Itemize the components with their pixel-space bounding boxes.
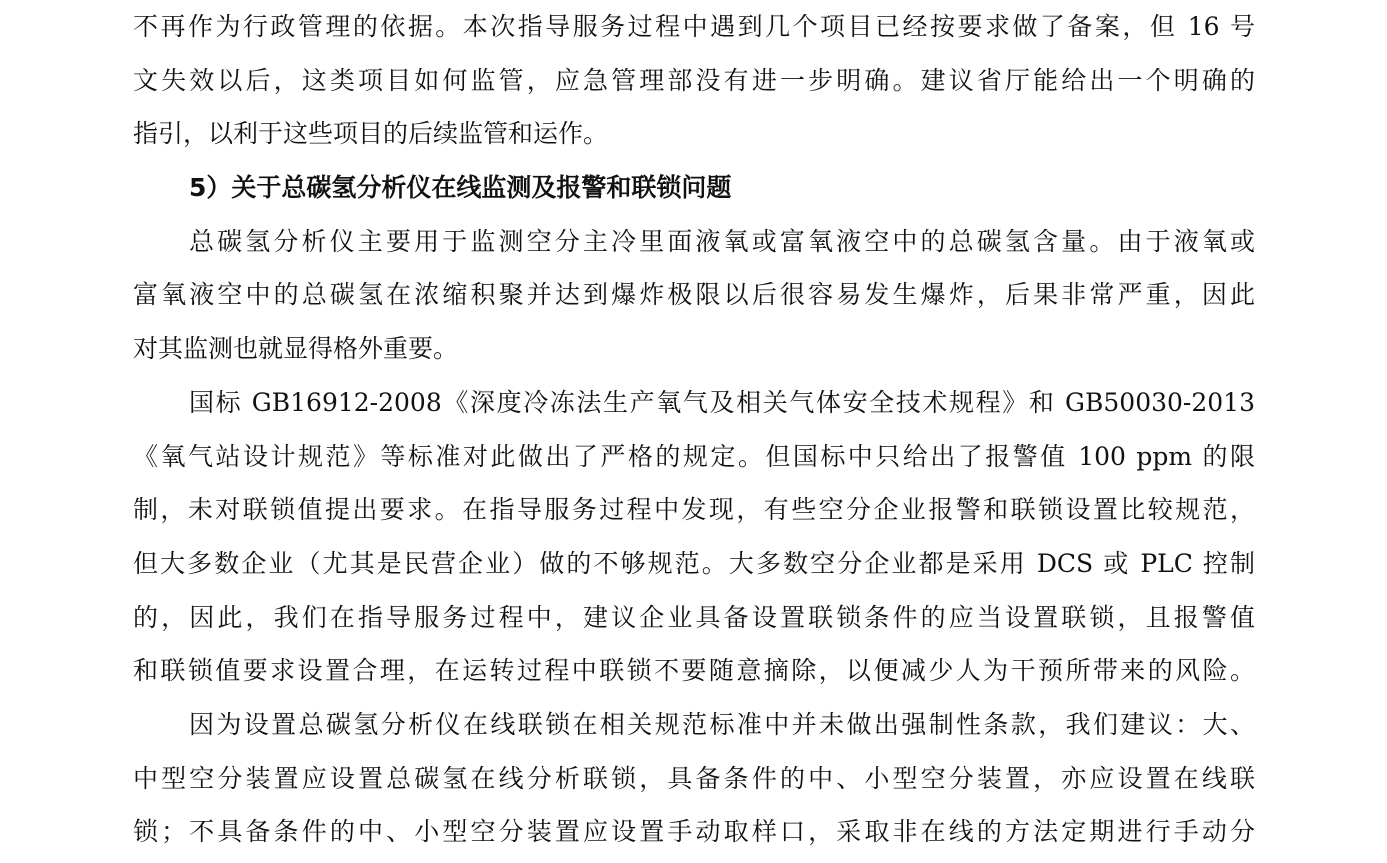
text-line: 中型空分装置应设置总碳氢在线分析联锁，具备条件的中、小型空分装置，亦应设置在线联 xyxy=(133,763,1255,793)
text-line: 锁；不具备条件的中、小型空分装置应设置手动取样口，采取非在线的方法定期进行手动分 xyxy=(133,817,1255,847)
text-line: 的，因此，我们在指导服务过程中，建议企业具备设置联锁条件的应当设置联锁，且报警值 xyxy=(133,602,1255,632)
paragraph-p2 xyxy=(133,215,1255,376)
paragraph-p3 xyxy=(133,376,1255,698)
paragraph-p4 xyxy=(133,698,1255,859)
text-line: 但大多数企业（尤其是民营企业）做的不够规范。大多数空分企业都是采用 DCS 或 PLC 控制 xyxy=(133,548,1255,578)
text-line: 指引，以利于这些项目的后续监管和运作。 xyxy=(133,119,609,149)
text-line: 富氧液空中的总碳氢在浓缩积聚并达到爆炸极限以后很容易发生爆炸，后果非常严重，因此 xyxy=(133,280,1255,310)
paragraph-p1 xyxy=(133,0,1255,161)
text-line: 和联锁值要求设置合理，在运转过程中联锁不要随意摘除，以便减少人为干预所带来的风险。 xyxy=(133,656,1255,686)
section-heading: 5）关于总碳氢分析仪在线监测及报警和联锁问题 xyxy=(189,173,732,203)
text-line: 制，未对联锁值提出要求。在指导服务过程中发现，有些空分企业报警和联锁设置比较规范， xyxy=(133,495,1255,525)
text-line: 国标 GB16912-2008《深度冷冻法生产氧气及相关气体安全技术规程》和 GB50030-2013 xyxy=(189,387,1255,417)
text-line: 因为设置总碳氢分析仪在线联锁在相关规范标准中并未做出强制性条款，我们建议：大、 xyxy=(189,709,1255,739)
document-page xyxy=(133,0,1255,859)
text-line: 对其监测也就显得格外重要。 xyxy=(133,334,459,364)
text-line: 《氧气站设计规范》等标准对此做出了严格的规定。但国标中只给出了报警值 100 ppm 的限 xyxy=(133,441,1255,471)
text-line: 总碳氢分析仪主要用于监测空分主冷里面液氧或富氧液空中的总碳氢含量。由于液氧或 xyxy=(189,226,1255,256)
text-line: 不再作为行政管理的依据。本次指导服务过程中遇到几个项目已经按要求做了备案，但 16 号 xyxy=(133,12,1255,41)
text-line: 文失效以后，这类项目如何监管，应急管理部没有进一步明确。建议省厅能给出一个明确的 xyxy=(133,65,1255,95)
